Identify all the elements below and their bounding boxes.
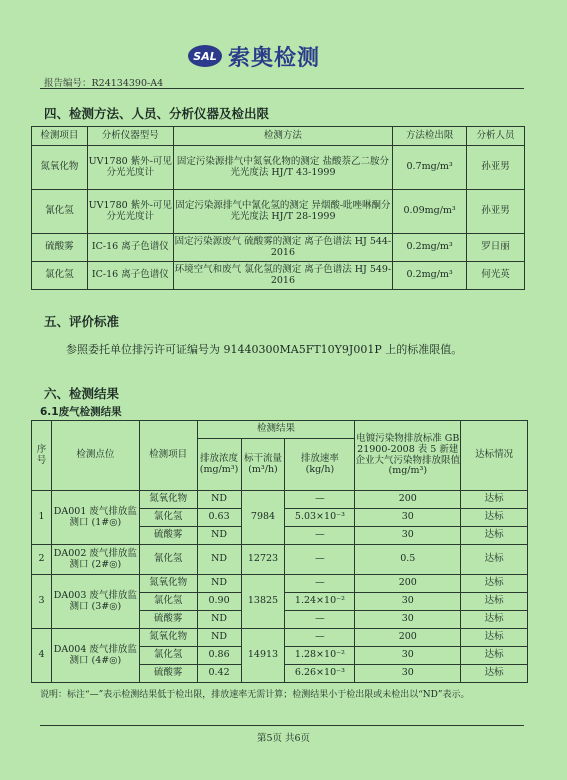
cell-analyst: 孙亚男 <box>467 146 525 190</box>
cell-status: 达标 <box>461 545 528 575</box>
table-row <box>32 629 528 647</box>
methods-table <box>31 126 525 290</box>
table-row <box>32 146 525 190</box>
cell-flow: 14913 <box>241 629 285 683</box>
cell-instrument: UV1780 紫外-可见分光光度计 <box>87 190 173 234</box>
company-logo <box>188 42 320 70</box>
cell-std: 30 <box>355 527 461 545</box>
cell-item: 氮氧化物 <box>32 146 88 190</box>
results-header-row <box>32 421 528 439</box>
cell-limit: 0.2mg/m³ <box>393 234 467 262</box>
table-row <box>32 545 528 575</box>
section6-subtitle: 6.1废气检测结果 <box>40 406 122 418</box>
cell-analyst: 孙亚男 <box>467 190 525 234</box>
cell-conc: 0.63 <box>197 509 241 527</box>
header-seq: 序号 <box>32 421 52 491</box>
header-point: 检测点位 <box>51 421 139 491</box>
cell-conc: ND <box>197 491 241 509</box>
cell-std: 30 <box>355 593 461 611</box>
cell-std: 30 <box>355 665 461 683</box>
cell-rate: — <box>285 545 355 575</box>
cell-limit: 0.09mg/m³ <box>393 190 467 234</box>
cell-std: 30 <box>355 611 461 629</box>
results-note: 说明：标注“—”表示检测结果低于检出限，排放速率无需计算；检测结果小于检出限或未检出以“ND”表示。 <box>40 690 470 700</box>
table-row <box>32 234 525 262</box>
methods-col-header: 分析仪器型号 <box>87 127 173 146</box>
cell-std: 30 <box>355 647 461 665</box>
cell-point: DA002 废气排放监测口 (2#◎) <box>51 545 139 575</box>
cell-method: 固定污染源排气中氮氧化物的测定 盐酸萘乙二胺分光光度法 HJ/T 43-1999 <box>173 146 392 190</box>
cell-item: 氯化氢 <box>139 509 197 527</box>
cell-status: 达标 <box>461 629 528 647</box>
cell-item: 氯化氢 <box>32 262 88 290</box>
cell-item: 氰化氢 <box>32 190 88 234</box>
cell-limit: 0.2mg/m³ <box>393 262 467 290</box>
cell-method: 环境空气和废气 氯化氢的测定 离子色谱法 HJ 549-2016 <box>173 262 392 290</box>
header-rate: 排放速率 (kg/h) <box>285 439 355 491</box>
cell-analyst: 罗日丽 <box>467 234 525 262</box>
footer-rule <box>40 725 524 726</box>
cell-instrument: IC-16 离子色谱仪 <box>87 262 173 290</box>
cell-status: 达标 <box>461 665 528 683</box>
cell-instrument: UV1780 紫外-可见分光光度计 <box>87 146 173 190</box>
header-standard: 电镀污染物排放标准 GB 21900-2008 表 5 新建企业大气污染物排放限值 (mg/m³) <box>355 421 461 491</box>
cell-item: 氰化氢 <box>139 545 197 575</box>
table-row <box>32 190 525 234</box>
section6-title: 六、检测结果 <box>44 386 120 401</box>
cell-status: 达标 <box>461 575 528 593</box>
cell-conc: ND <box>197 545 241 575</box>
cell-status: 达标 <box>461 509 528 527</box>
cell-rate: — <box>285 629 355 647</box>
cell-rate: — <box>285 527 355 545</box>
cell-item: 硫酸雾 <box>32 234 88 262</box>
cell-std: 0.5 <box>355 545 461 575</box>
cell-rate: — <box>285 575 355 593</box>
cell-std: 200 <box>355 491 461 509</box>
table-row <box>32 575 528 593</box>
table-row <box>32 491 528 509</box>
section4-title: 四、检测方法、人员、分析仪器及检出限 <box>44 106 270 121</box>
section5-text: 参照委托单位排污许可证编号为 91440300MA5FT10Y9J001P 上的标准限值。 <box>66 343 463 356</box>
cell-conc: ND <box>197 575 241 593</box>
header-flow: 标干流量 (m³/h) <box>241 439 285 491</box>
header-rule <box>40 88 524 89</box>
cell-limit: 0.7mg/m³ <box>393 146 467 190</box>
cell-rate: — <box>285 491 355 509</box>
cell-rate: 1.24×10⁻² <box>285 593 355 611</box>
methods-col-header: 方法检出限 <box>393 127 467 146</box>
cell-flow: 13825 <box>241 575 285 629</box>
cell-conc: 0.90 <box>197 593 241 611</box>
cell-item: 氯化氢 <box>139 647 197 665</box>
cell-point: DA004 废气排放监测口 (4#◎) <box>51 629 139 683</box>
cell-rate: — <box>285 611 355 629</box>
cell-conc: 0.42 <box>197 665 241 683</box>
results-table <box>31 420 528 683</box>
cell-point: DA003 废气排放监测口 (3#◎) <box>51 575 139 629</box>
logo-badge-icon: SAL <box>188 45 222 67</box>
header-conc: 排放浓度 (mg/m³) <box>197 439 241 491</box>
methods-col-header: 检测项目 <box>32 127 88 146</box>
cell-rate: 6.26×10⁻³ <box>285 665 355 683</box>
cell-flow: 12723 <box>241 545 285 575</box>
cell-method: 固定污染源废气 硫酸雾的测定 离子色谱法 HJ 544-2016 <box>173 234 392 262</box>
cell-status: 达标 <box>461 593 528 611</box>
cell-item: 硫酸雾 <box>139 527 197 545</box>
cell-conc: ND <box>197 629 241 647</box>
cell-std: 30 <box>355 509 461 527</box>
cell-item: 硫酸雾 <box>139 665 197 683</box>
cell-seq: 1 <box>32 491 52 545</box>
cell-status: 达标 <box>461 491 528 509</box>
cell-seq: 2 <box>32 545 52 575</box>
cell-rate: 1.28×10⁻² <box>285 647 355 665</box>
header-item: 检测项目 <box>139 421 197 491</box>
cell-seq: 4 <box>32 629 52 683</box>
methods-header-row <box>32 127 525 146</box>
report-number-label: 报告编号： <box>44 78 92 89</box>
report-number <box>44 75 163 89</box>
cell-item: 氮氧化物 <box>139 575 197 593</box>
cell-std: 200 <box>355 629 461 647</box>
methods-col-header: 检测方法 <box>173 127 392 146</box>
cell-instrument: IC-16 离子色谱仪 <box>87 234 173 262</box>
cell-conc: 0.86 <box>197 647 241 665</box>
page-number: 第5页 共6页 <box>256 733 311 744</box>
cell-point: DA001 废气排放监测口 (1#◎) <box>51 491 139 545</box>
cell-item: 氯化氢 <box>139 593 197 611</box>
cell-item: 氮氧化物 <box>139 491 197 509</box>
cell-rate: 5.03×10⁻³ <box>285 509 355 527</box>
section5-title: 五、评价标准 <box>44 314 120 329</box>
cell-status: 达标 <box>461 611 528 629</box>
methods-col-header: 分析人员 <box>467 127 525 146</box>
report-number-value: R24134390-A4 <box>91 78 164 89</box>
cell-analyst: 何光英 <box>467 262 525 290</box>
header-status: 达标情况 <box>461 421 528 491</box>
cell-method: 固定污染源排气中氰化氢的测定 异烟酸-吡唑啉酮分光光度法 HJ/T 28-1999 <box>173 190 392 234</box>
cell-seq: 3 <box>32 575 52 629</box>
header-results: 检测结果 <box>197 421 355 439</box>
cell-item: 氮氧化物 <box>139 629 197 647</box>
cell-item: 硫酸雾 <box>139 611 197 629</box>
logo-text: 索奥检测 <box>228 45 321 71</box>
cell-std: 200 <box>355 575 461 593</box>
cell-conc: ND <box>197 527 241 545</box>
cell-status: 达标 <box>461 527 528 545</box>
table-row <box>32 262 525 290</box>
cell-conc: ND <box>197 611 241 629</box>
cell-status: 达标 <box>461 647 528 665</box>
cell-flow: 7984 <box>241 491 285 545</box>
